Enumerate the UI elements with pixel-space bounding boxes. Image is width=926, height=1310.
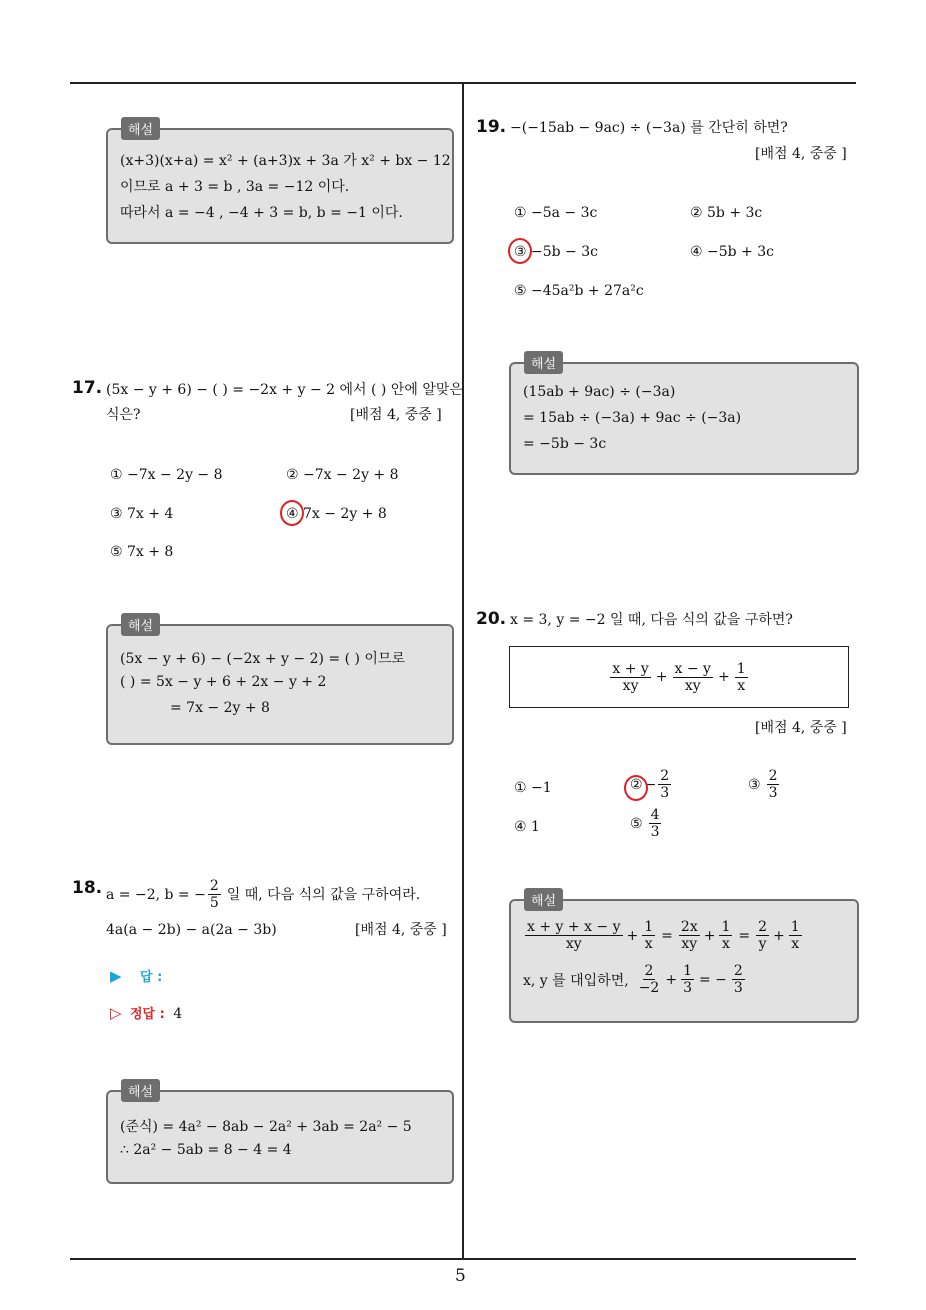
- solution-tag: 해설: [121, 1079, 160, 1102]
- q19-choice-2[interactable]: ② 5b + 3c: [690, 205, 763, 221]
- q20-box-frac3-num: 1: [736, 660, 746, 677]
- q17-solution-box: [106, 619, 454, 745]
- q18-b-fraction: [208, 878, 221, 911]
- q20-box-frac1: [610, 661, 650, 694]
- q20-choice-2-num: 2: [660, 768, 670, 784]
- q18-b-den: 5: [209, 895, 219, 911]
- q20-box-frac1-num: x + y: [612, 660, 649, 677]
- q17-number: 17.: [72, 378, 103, 398]
- q20-sol-g1-den: −2: [638, 980, 660, 996]
- q20-sol-frac3-den: xy: [681, 936, 698, 952]
- q20-sol-g1: [637, 963, 662, 996]
- q20-choice-5-frac: [649, 807, 662, 840]
- q20-sol-frac6: [789, 919, 802, 952]
- q17-choice-3[interactable]: ③ 7x + 4: [110, 506, 174, 522]
- q20-choice-4[interactable]: ④ 1: [514, 819, 540, 835]
- q20-choice-5[interactable]: [630, 807, 663, 840]
- plus-sign: +: [703, 927, 716, 944]
- q16-solution-line3: 따라서 a = −4 , −4 + 3 = b, b = −1 이다.: [120, 205, 403, 221]
- q20-expression-box: [509, 646, 849, 708]
- bottom-rule: [70, 1258, 856, 1260]
- q18-expr: 4a(a − 2b) − a(2a − 3b): [106, 922, 277, 938]
- q16-solution-line1: (x+3)(x+a) = x² + (a+3)x + 3a 가 x² + bx − 12: [120, 153, 451, 169]
- q18-b-num: 2: [209, 878, 219, 894]
- q20-choice-5-den: 3: [650, 824, 660, 840]
- plus-sign: +: [655, 669, 668, 685]
- q20-box-frac3: [735, 661, 748, 694]
- q18-solution-line1: (준식) = 4a² − 8ab − 2a² + 3ab = 2a² − 5: [120, 1119, 412, 1135]
- equals-sign: =: [661, 927, 673, 944]
- q19-choice-1[interactable]: ① −5a − 3c: [514, 205, 598, 221]
- q20-solution-line2: [523, 963, 747, 996]
- q20-score: [배점 4, 중중 ]: [755, 720, 847, 736]
- q18-stem: [106, 878, 420, 911]
- q18-correct-row: [110, 1003, 182, 1025]
- q20-answer-mark: [624, 775, 648, 801]
- q20-sol-frac3-num: 2x: [680, 919, 698, 935]
- q20-choice-2-sign: −: [644, 776, 657, 793]
- q20-sol-frac1: [525, 919, 623, 952]
- q20-sol-g3-num: 2: [733, 963, 743, 979]
- q19-answer-mark: [508, 238, 532, 264]
- q18-stem-prefix: a = −2, b = −: [106, 886, 206, 903]
- q20-choice-3-den: 3: [768, 785, 778, 801]
- q17-stem-line2: 식은?: [106, 407, 141, 423]
- q20-sol-frac1-den: xy: [565, 936, 582, 952]
- q18-answer-row: [110, 966, 162, 988]
- plus-sign: +: [773, 927, 785, 944]
- q20-sol-frac4-num: 1: [721, 919, 731, 935]
- q17-choice-5[interactable]: ⑤ 7x + 8: [110, 544, 174, 560]
- q20-sol-frac6-num: 1: [790, 919, 800, 935]
- correct-arrow-icon: ▷: [110, 1004, 122, 1022]
- q19-number: 19.: [476, 117, 507, 137]
- q20-choice-5-num: 4: [650, 807, 660, 823]
- q16-solution-line2: 이므로 a + 3 = b , 3a = −12 이다.: [120, 179, 350, 195]
- q19-score: [배점 4, 중중 ]: [755, 146, 847, 162]
- q20-sol-frac1-num: x + y + x − y: [527, 919, 621, 935]
- q20-sol-result-sign: = −: [698, 971, 727, 988]
- q20-box-frac2: [673, 661, 713, 694]
- q17-solution-line1: (5x − y + 6) − (−2x + y − 2) = ( ) 이므로: [120, 651, 405, 667]
- q19-solution-line2: = 15ab ÷ (−3a) + 9ac ÷ (−3a): [523, 410, 742, 426]
- q19-stem: −(−15ab − 9ac) ÷ (−3a) 를 간단히 하면?: [510, 120, 788, 136]
- q17-choice-1[interactable]: ① −7x − 2y − 8: [110, 467, 223, 483]
- solution-tag: 해설: [524, 351, 563, 374]
- q17-stem-line1: (5x − y + 6) − ( ) = −2x + y − 2 에서 ( ) 안에 알맞은: [106, 382, 463, 398]
- plus-sign: +: [665, 971, 678, 988]
- q20-number: 20.: [476, 609, 507, 629]
- plus-sign: +: [626, 927, 639, 944]
- q20-sol-frac4-den: x: [721, 936, 730, 952]
- q19-solution-line1: (15ab + 9ac) ÷ (−3a): [523, 384, 676, 400]
- q20-box-frac2-num: x − y: [674, 660, 711, 677]
- q17-score: [배점 4, 중중 ]: [350, 407, 442, 423]
- solution-tag: 해설: [121, 117, 160, 140]
- q17-solution-line3: = 7x − 2y + 8: [170, 700, 270, 716]
- q18-stem-suffix: 일 때, 다음 식의 값을 구하여라.: [226, 886, 421, 903]
- q20-sol-g2-num: 1: [683, 963, 692, 979]
- q17-choice-2[interactable]: ② −7x − 2y + 8: [286, 467, 399, 483]
- q20-choice-1[interactable]: ① −1: [514, 780, 552, 796]
- equals-sign: =: [738, 927, 751, 944]
- q18-solution-line2: ∴ 2a² − 5ab = 8 − 4 = 4: [120, 1142, 292, 1158]
- solution-tag: 해설: [524, 888, 563, 911]
- plus-sign: +: [717, 669, 730, 685]
- q20-sol-frac2-num: 1: [644, 919, 654, 935]
- q20-choice-3-frac: [767, 768, 780, 801]
- q20-solution-line1: [523, 919, 804, 952]
- q18-number: 18.: [72, 878, 103, 898]
- q16-solution-box: [106, 123, 454, 244]
- q17-solution-line2: ( ) = 5x − y + 6 + 2x − y + 2: [120, 674, 327, 690]
- q20-sol-g2-den: 3: [683, 980, 692, 996]
- q18-score: [배점 4, 중중 ]: [355, 922, 447, 938]
- q20-sol-g3: [732, 963, 745, 996]
- q19-choice-4[interactable]: ④ −5b + 3c: [690, 244, 774, 260]
- q19-choice-3[interactable]: ③ −5b − 3c: [514, 244, 598, 260]
- q17-choice-4[interactable]: ④ 7x − 2y + 8: [286, 506, 387, 522]
- q20-sol-frac5-num: 2: [758, 919, 768, 935]
- q20-stem: x = 3, y = −2 일 때, 다음 식의 값을 구하면?: [510, 612, 793, 628]
- q18-solution-box: [106, 1085, 454, 1184]
- solution-tag: 해설: [121, 613, 160, 636]
- q18-correct-value: 4: [173, 1006, 183, 1022]
- q19-choice-5[interactable]: ⑤ −45a²b + 27a²c: [514, 283, 644, 299]
- q20-box-frac2-den: xy: [684, 677, 701, 694]
- q18-correct-label: 정답 :: [130, 1007, 165, 1022]
- q20-choice-3-num: 2: [768, 768, 778, 784]
- q20-sol-line2-prefix: x, y 를 대입하면,: [523, 972, 629, 989]
- q20-choice-2-den: 3: [660, 785, 670, 801]
- q20-sol-g2: [681, 963, 694, 996]
- q20-sol-frac6-den: x: [791, 936, 800, 952]
- q20-choice-3-label: ③: [748, 776, 761, 793]
- q20-sol-frac2: [642, 919, 655, 952]
- q18-answer-label: 답 :: [140, 970, 163, 985]
- q20-choice-5-label: ⑤: [630, 815, 643, 832]
- q20-sol-frac5: [756, 919, 769, 952]
- q17-answer-mark: [280, 500, 304, 526]
- q20-sol-frac3: [679, 919, 700, 952]
- q20-box-frac3-den: x: [737, 677, 746, 694]
- q20-sol-frac2-den: x: [644, 936, 653, 952]
- answer-arrow-icon: ▶: [110, 967, 122, 985]
- q19-solution-box: [509, 357, 859, 475]
- page-number: 5: [455, 1266, 466, 1286]
- q20-box-frac1-den: xy: [622, 677, 639, 694]
- q20-solution-box: [509, 894, 859, 1023]
- q20-choice-2-label: ②: [630, 776, 643, 793]
- column-divider: [462, 83, 464, 1259]
- q20-sol-g3-den: 3: [733, 980, 743, 996]
- q20-sol-frac5-den: y: [758, 936, 767, 952]
- q20-choice-2-frac: [658, 768, 671, 801]
- q20-sol-g1-num: 2: [644, 963, 654, 979]
- q20-choice-3[interactable]: [748, 768, 781, 801]
- q19-solution-line3: = −5b − 3c: [523, 436, 607, 452]
- q20-sol-frac4: [719, 919, 732, 952]
